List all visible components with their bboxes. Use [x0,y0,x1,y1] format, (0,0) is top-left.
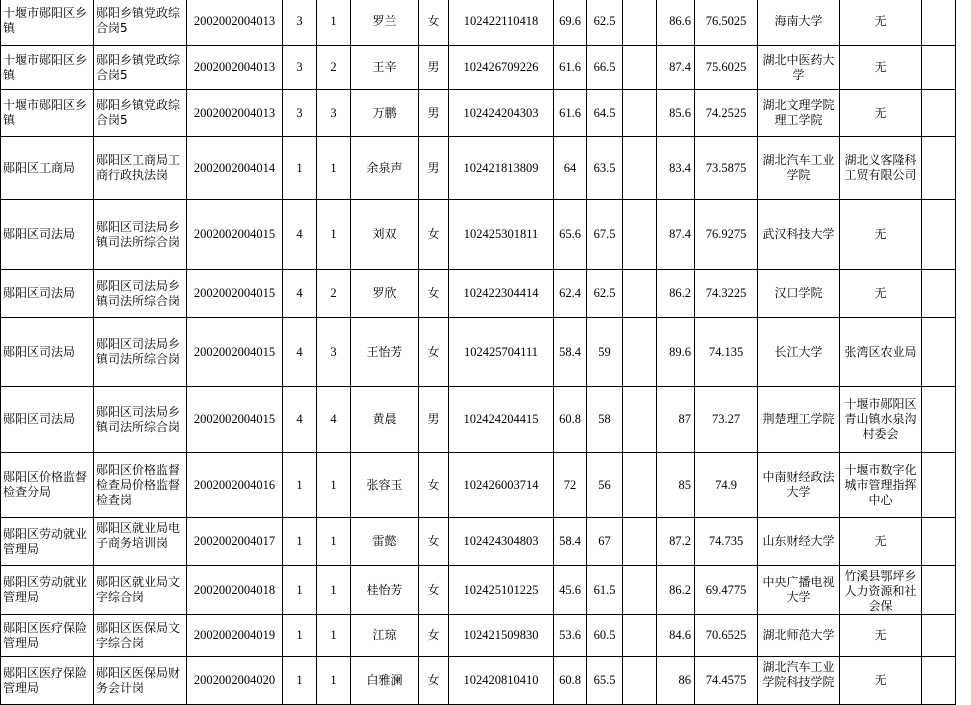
position-code-cell: 2002002004014 [187,137,283,200]
gender-cell: 女 [419,453,449,518]
gender-cell: 女 [419,615,449,657]
position-code-cell: 2002002004013 [187,46,283,90]
unit-cell: 郧阳区工商局 [1,137,94,200]
extra-score-cell [623,387,657,453]
quota-cell: 1 [283,657,317,705]
extra-score-cell [623,518,657,566]
written-score-a-cell: 62.4 [554,270,587,318]
unit-cell: 郧阳区医疗保险管理局 [1,615,94,657]
quota-cell: 3 [283,0,317,46]
written-score-b-cell: 56 [587,453,623,518]
table-row [1,657,956,705]
unit-cell: 郧阳区医疗保险管理局 [1,657,94,705]
gender-cell: 男 [419,46,449,90]
blank-cell [922,270,956,318]
written-score-b-cell: 60.5 [587,615,623,657]
rank-cell: 1 [317,0,351,46]
extra-score-cell [623,657,657,705]
unit-cell: 郧阳区劳动就业管理局 [1,566,94,615]
position-cell: 郧阳区就业局电子商务培训岗 [94,518,187,566]
position-cell: 郧阳乡镇党政综合岗5 [94,46,187,90]
rank-cell: 1 [317,657,351,705]
ticket-number-cell: 102425704111 [449,318,554,387]
ticket-number-cell: 102424304803 [449,518,554,566]
blank-cell [922,453,956,518]
school-cell: 湖北文理学院理工学院 [758,90,840,137]
table-row [1,270,956,318]
written-score-b-cell: 62.5 [587,0,623,46]
rank-cell: 1 [317,518,351,566]
extra-score-cell [623,90,657,137]
position-code-cell: 2002002004015 [187,200,283,270]
school-cell: 汉口学院 [758,270,840,318]
gender-cell: 男 [419,137,449,200]
rank-cell: 3 [317,318,351,387]
school-cell: 长江大学 [758,318,840,387]
name-cell: 刘双 [351,200,419,270]
written-score-a-cell: 65.6 [554,200,587,270]
unit-cell: 郧阳区司法局 [1,270,94,318]
written-score-a-cell: 60.8 [554,387,587,453]
table-row [1,566,956,615]
name-cell: 罗欣 [351,270,419,318]
blank-cell [922,0,956,46]
extra-score-cell [623,566,657,615]
name-cell: 罗兰 [351,0,419,46]
rank-cell: 1 [317,200,351,270]
total-score-cell: 70.6525 [695,615,758,657]
interview-score-cell: 86.6 [657,0,695,46]
total-score-cell: 74.4575 [695,657,758,705]
employer-cell: 无 [840,270,922,318]
extra-score-cell [623,137,657,200]
position-code-cell: 2002002004013 [187,90,283,137]
written-score-b-cell: 61.5 [587,566,623,615]
position-cell: 郧阳区医保局文字综合岗 [94,615,187,657]
position-cell: 郧阳区司法局乡镇司法所综合岗 [94,200,187,270]
gender-cell: 男 [419,387,449,453]
table-row [1,46,956,90]
position-cell: 郧阳区价格监督检查局价格监督检查岗 [94,453,187,518]
gender-cell: 女 [419,200,449,270]
name-cell: 黄晨 [351,387,419,453]
school-cell: 湖北汽车工业学院 [758,137,840,200]
blank-cell [922,46,956,90]
interview-score-cell: 85 [657,453,695,518]
name-cell: 雷懿 [351,518,419,566]
table-row [1,0,956,46]
unit-cell: 郧阳区价格监督检查分局 [1,453,94,518]
interview-score-cell: 86.2 [657,566,695,615]
name-cell: 王怡芳 [351,318,419,387]
total-score-cell: 75.6025 [695,46,758,90]
written-score-b-cell: 67 [587,518,623,566]
written-score-a-cell: 45.6 [554,566,587,615]
employer-cell: 十堰市郧阳区青山镇水泉沟村委会 [840,387,922,453]
written-score-b-cell: 66.5 [587,46,623,90]
extra-score-cell [623,270,657,318]
name-cell: 白雅澜 [351,657,419,705]
employer-cell: 无 [840,657,922,705]
gender-cell: 女 [419,318,449,387]
extra-score-cell [623,453,657,518]
employer-cell: 湖北义客隆科工贸有限公司 [840,137,922,200]
extra-score-cell [623,0,657,46]
table-row [1,318,956,387]
gender-cell: 女 [419,518,449,566]
employer-cell: 十堰市数字化城市管理指挥中心 [840,453,922,518]
written-score-b-cell: 65.5 [587,657,623,705]
extra-score-cell [623,318,657,387]
written-score-b-cell: 63.5 [587,137,623,200]
school-cell: 湖北汽车工业学院科技学院 [758,657,840,705]
extra-score-cell [623,615,657,657]
position-cell: 郧阳区司法局乡镇司法所综合岗 [94,270,187,318]
position-cell: 郧阳区工商局工商行政执法岗 [94,137,187,200]
rank-cell: 1 [317,566,351,615]
ticket-number-cell: 102425101225 [449,566,554,615]
written-score-a-cell: 61.6 [554,90,587,137]
position-code-cell: 2002002004017 [187,518,283,566]
position-code-cell: 2002002004018 [187,566,283,615]
written-score-b-cell: 67.5 [587,200,623,270]
blank-cell [922,137,956,200]
written-score-a-cell: 64 [554,137,587,200]
interview-score-cell: 89.6 [657,318,695,387]
total-score-cell: 74.2525 [695,90,758,137]
written-score-a-cell: 58.4 [554,518,587,566]
position-code-cell: 2002002004020 [187,657,283,705]
total-score-cell: 73.5875 [695,137,758,200]
employer-cell: 无 [840,90,922,137]
blank-cell [922,90,956,137]
table-row [1,453,956,518]
interview-score-cell: 87.4 [657,46,695,90]
name-cell: 张容玉 [351,453,419,518]
school-cell: 湖北中医药大学 [758,46,840,90]
rank-cell: 2 [317,270,351,318]
written-score-a-cell: 53.6 [554,615,587,657]
table-row [1,90,956,137]
ticket-number-cell: 102421813809 [449,137,554,200]
rank-cell: 4 [317,387,351,453]
school-cell: 荆楚理工学院 [758,387,840,453]
unit-cell: 十堰市郧阳区乡镇 [1,0,94,46]
written-score-a-cell: 72 [554,453,587,518]
blank-cell [922,566,956,615]
quota-cell: 1 [283,566,317,615]
rank-cell: 2 [317,46,351,90]
blank-cell [922,615,956,657]
interview-score-cell: 87 [657,387,695,453]
gender-cell: 男 [419,90,449,137]
school-cell: 中央广播电视大学 [758,566,840,615]
total-score-cell: 74.3225 [695,270,758,318]
school-cell: 海南大学 [758,0,840,46]
ticket-number-cell: 102425301811 [449,200,554,270]
written-score-a-cell: 69.6 [554,0,587,46]
name-cell: 王辛 [351,46,419,90]
ticket-number-cell: 102426003714 [449,453,554,518]
quota-cell: 1 [283,137,317,200]
total-score-cell: 76.5025 [695,0,758,46]
unit-cell: 十堰市郧阳区乡镇 [1,46,94,90]
written-score-a-cell: 60.8 [554,657,587,705]
quota-cell: 3 [283,46,317,90]
total-score-cell: 69.4775 [695,566,758,615]
position-cell: 郧阳乡镇党政综合岗5 [94,0,187,46]
quota-cell: 3 [283,90,317,137]
blank-cell [922,318,956,387]
interview-score-cell: 87.2 [657,518,695,566]
total-score-cell: 76.9275 [695,200,758,270]
rank-cell: 1 [317,137,351,200]
table-row [1,518,956,566]
unit-cell: 郧阳区司法局 [1,318,94,387]
blank-cell [922,657,956,705]
written-score-b-cell: 62.5 [587,270,623,318]
written-score-b-cell: 64.5 [587,90,623,137]
gender-cell: 女 [419,0,449,46]
total-score-cell: 74.135 [695,318,758,387]
name-cell: 江琼 [351,615,419,657]
employer-cell: 无 [840,200,922,270]
interview-score-cell: 84.6 [657,615,695,657]
total-score-cell: 74.735 [695,518,758,566]
employer-cell: 无 [840,0,922,46]
interview-score-cell: 83.4 [657,137,695,200]
quota-cell: 1 [283,518,317,566]
name-cell: 桂怡芳 [351,566,419,615]
ticket-number-cell: 102426709226 [449,46,554,90]
written-score-b-cell: 59 [587,318,623,387]
unit-cell: 郧阳区司法局 [1,387,94,453]
interview-score-cell: 86.2 [657,270,695,318]
school-cell: 武汉科技大学 [758,200,840,270]
table-row [1,387,956,453]
ticket-number-cell: 102420810410 [449,657,554,705]
ticket-number-cell: 102424204415 [449,387,554,453]
school-cell: 湖北师范大学 [758,615,840,657]
position-cell: 郧阳区司法局乡镇司法所综合岗 [94,318,187,387]
unit-cell: 郧阳区劳动就业管理局 [1,518,94,566]
quota-cell: 1 [283,453,317,518]
table-row [1,200,956,270]
ticket-number-cell: 102422110418 [449,0,554,46]
position-code-cell: 2002002004016 [187,453,283,518]
blank-cell [922,200,956,270]
name-cell: 万鹏 [351,90,419,137]
written-score-a-cell: 61.6 [554,46,587,90]
employer-cell: 张湾区农业局 [840,318,922,387]
quota-cell: 4 [283,270,317,318]
ticket-number-cell: 102421509830 [449,615,554,657]
position-cell: 郧阳区就业局文字综合岗 [94,566,187,615]
extra-score-cell [623,46,657,90]
unit-cell: 郧阳区司法局 [1,200,94,270]
rank-cell: 1 [317,615,351,657]
gender-cell: 女 [419,657,449,705]
unit-cell: 十堰市郧阳区乡镇 [1,90,94,137]
school-cell: 山东财经大学 [758,518,840,566]
ticket-number-cell: 102424204303 [449,90,554,137]
total-score-cell: 73.27 [695,387,758,453]
quota-cell: 1 [283,615,317,657]
employer-cell: 无 [840,518,922,566]
quota-cell: 4 [283,387,317,453]
employer-cell: 竹溪县鄂坪乡人力资源和社会保 [840,566,922,615]
interview-score-cell: 87.4 [657,200,695,270]
table-row [1,615,956,657]
quota-cell: 4 [283,200,317,270]
total-score-cell: 74.9 [695,453,758,518]
position-code-cell: 2002002004015 [187,387,283,453]
blank-cell [922,518,956,566]
table-row [1,137,956,200]
written-score-b-cell: 58 [587,387,623,453]
position-cell: 郧阳乡镇党政综合岗5 [94,90,187,137]
rank-cell: 1 [317,453,351,518]
written-score-a-cell: 58.4 [554,318,587,387]
position-code-cell: 2002002004015 [187,270,283,318]
name-cell: 余泉声 [351,137,419,200]
extra-score-cell [623,200,657,270]
quota-cell: 4 [283,318,317,387]
interview-score-cell: 85.6 [657,90,695,137]
position-cell: 郧阳区医保局财务会计岗 [94,657,187,705]
position-code-cell: 2002002004015 [187,318,283,387]
ticket-number-cell: 102422304414 [449,270,554,318]
position-cell: 郧阳区司法局乡镇司法所综合岗 [94,387,187,453]
employer-cell: 无 [840,46,922,90]
school-cell: 中南财经政法大学 [758,453,840,518]
blank-cell [922,387,956,453]
gender-cell: 女 [419,270,449,318]
interview-score-cell: 86 [657,657,695,705]
rank-cell: 3 [317,90,351,137]
position-code-cell: 2002002004013 [187,0,283,46]
employer-cell: 无 [840,615,922,657]
position-code-cell: 2002002004019 [187,615,283,657]
gender-cell: 女 [419,566,449,615]
